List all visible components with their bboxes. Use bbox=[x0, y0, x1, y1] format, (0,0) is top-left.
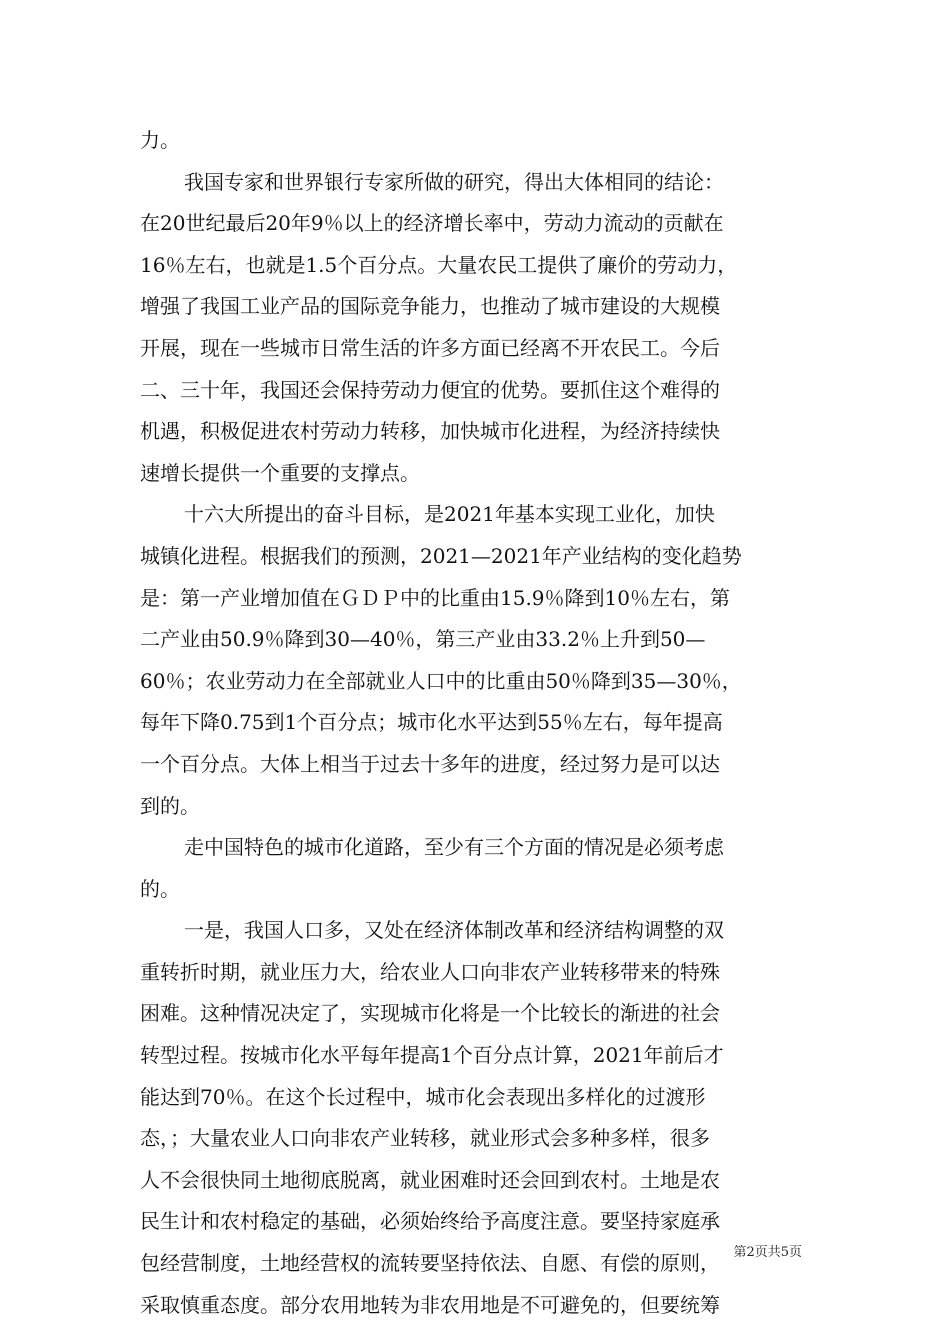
text-line: 人不会很快同土地彻底脱离，就业困难时还会回到农村。土地是农 bbox=[140, 1167, 720, 1192]
text-line: 包经营制度，土地经营权的流转要坚持依法、自愿、有偿的原则， bbox=[140, 1251, 720, 1276]
text-line: 机遇，积极促进农村劳动力转移，加快城市化进程，为经济持续快 bbox=[140, 419, 720, 444]
text-line: 一是，我国人口多，又处在经济体制改革和经济结构调整的双 bbox=[184, 918, 724, 943]
text-line: 困难。这种情况决定了，实现城市化将是一个比较长的渐进的社会 bbox=[140, 1001, 720, 1026]
text-line: 二、三十年，我国还会保持劳动力便宜的优势。要抓住这个难得的 bbox=[140, 377, 720, 402]
text-line: 城镇化进程。根据我们的预测，2021—2021年产业结构的变化趋势 bbox=[140, 543, 742, 568]
text-line: 转型过程。按城市化水平每年提高1个百分点计算，2021年前后才 bbox=[140, 1043, 724, 1068]
page-number: 第2页共5页 bbox=[733, 1245, 802, 1260]
text-line: 在20世纪最后20年9％以上的经济增长率中，劳动力流动的贡献在 bbox=[140, 211, 724, 236]
text-line: 民生计和农村稳定的基础，必须始终给予高度注意。要坚持家庭承 bbox=[140, 1209, 720, 1234]
text-line: 开展，现在一些城市日常生活的许多方面已经离不开农民工。今后 bbox=[140, 335, 720, 360]
text-line: 二产业由50.9％降到30—40％，第三产业由33.2％上升到50— bbox=[140, 627, 706, 652]
text-line: 60％；农业劳动力在全部就业人口中的比重由50％降到35—30％， bbox=[140, 668, 742, 693]
text-line: 增强了我国工业产品的国际竞争能力，也推动了城市建设的大规模 bbox=[140, 294, 720, 319]
text-line: 重转折时期，就业压力大，给农业人口向非农产业转移带来的特殊 bbox=[140, 959, 720, 984]
body-text bbox=[140, 120, 810, 1326]
text-line: 一个百分点。大体上相当于过去十多年的进度，经过努力是可以达 bbox=[140, 751, 720, 776]
text-line: 我国专家和世界银行专家所做的研究，得出大体相同的结论： bbox=[184, 169, 724, 194]
text-line: 走中国特色的城市化道路，至少有三个方面的情况是必须考虑 bbox=[184, 835, 724, 860]
text-line: 的。 bbox=[140, 876, 180, 901]
text-line: 采取慎重态度。部分农用地转为非农用地是不可避免的，但要统筹 bbox=[140, 1292, 720, 1317]
text-line: 是：第一产业增加值在ＧＤＰ中的比重由15.9％降到10％左右，第 bbox=[140, 585, 730, 610]
text-line: 态，；大量农业人口向非农产业转移，就业形式会多种多样，很多 bbox=[140, 1126, 710, 1151]
text-line: 到的。 bbox=[140, 793, 200, 818]
text-line: 每年下降0.75到1个百分点；城市化水平达到55％左右，每年提高 bbox=[140, 710, 723, 735]
text-line: 速增长提供一个重要的支撑点。 bbox=[140, 460, 420, 485]
text-line: 力。 bbox=[140, 128, 180, 152]
text-line: 能达到70％。在这个长过程中，城市化会表现出多样化的过渡形 bbox=[140, 1084, 706, 1109]
text-line: 十六大所提出的奋斗目标，是2021年基本实现工业化，加快 bbox=[184, 502, 715, 527]
text-line: 16％左右，也就是1.5个百分点。大量农民工提供了廉价的劳动力， bbox=[140, 252, 738, 277]
